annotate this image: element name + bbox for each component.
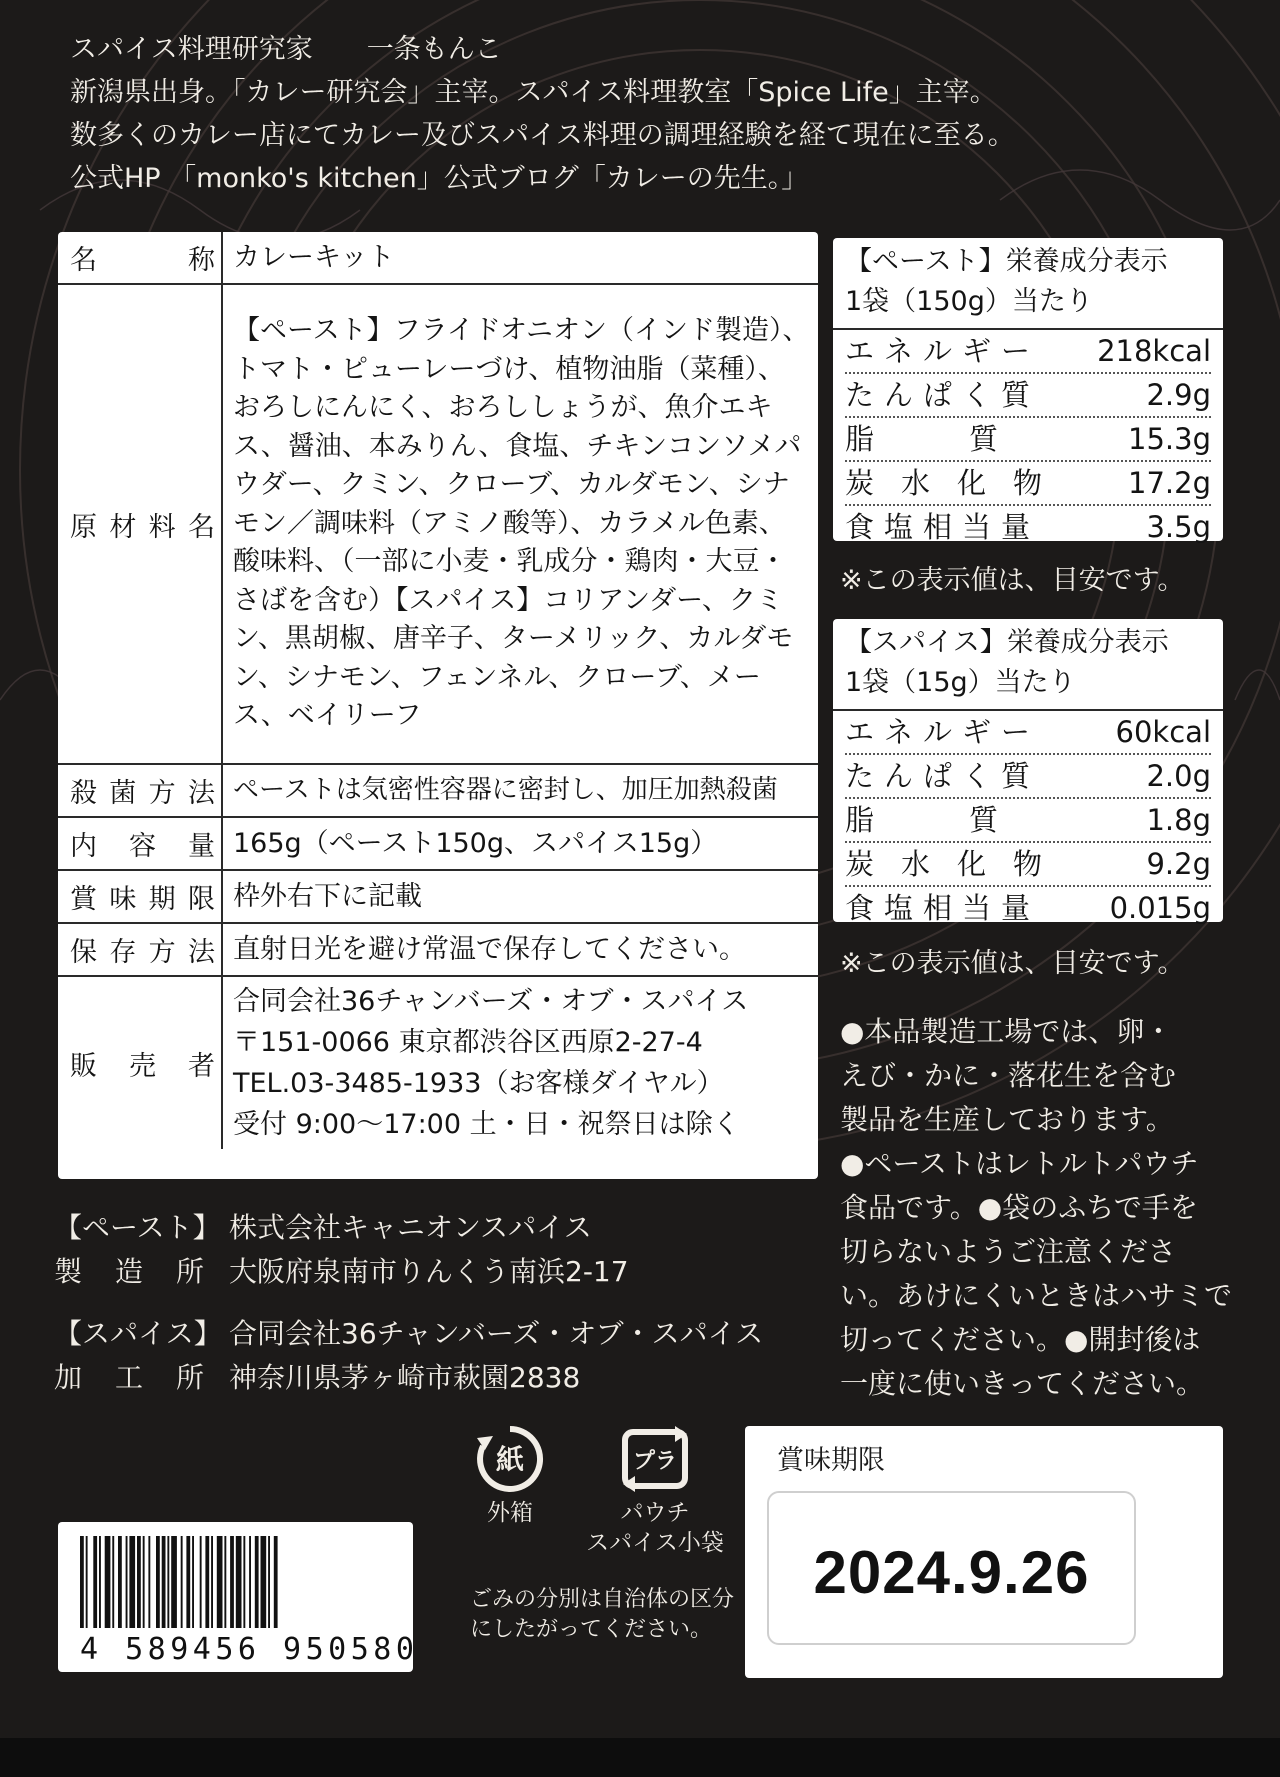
table-row <box>58 817 818 870</box>
barcode-bar <box>167 1536 169 1628</box>
table-row <box>58 870 818 923</box>
author-bio-line: 新潟県出身。「カレー研究会」主宰。スパイス料理教室「Spice Life」主宰。 <box>70 77 997 108</box>
nutrition-row <box>845 711 1211 755</box>
seller-line: TEL.03-3485-1933（お客様ダイヤル） <box>233 1068 724 1099</box>
manufacturer-name: 株式会社キャニオンスパイス <box>229 1211 592 1244</box>
caution-line: 切らないようご注意くださ <box>840 1235 1177 1268</box>
barcode-bar <box>217 1536 223 1628</box>
row-label: 保存方法 <box>58 923 222 976</box>
barcode-bar <box>268 1536 270 1628</box>
row-label: 販売者 <box>58 976 222 1149</box>
table-row <box>58 284 818 764</box>
nutrient-value: 60kcal <box>1115 715 1211 749</box>
nutrient-name: 脂質 <box>845 422 1094 456</box>
barcode-bar <box>236 1536 242 1628</box>
barcode-bar <box>200 1536 202 1628</box>
paper-mark-label: 外箱 <box>487 1500 533 1526</box>
nutrition-header <box>833 619 1223 711</box>
nutrition-row <box>845 506 1211 548</box>
barcode-bar <box>249 1536 251 1628</box>
barcode-bar <box>143 1536 145 1628</box>
nutrition-row <box>845 799 1211 843</box>
caution-line: ●本品製造工場では、卵・ <box>840 1015 1173 1048</box>
caution-line: 食品です。●袋のふちで手を <box>840 1191 1198 1224</box>
barcode-bar <box>162 1536 166 1628</box>
nutrient-value: 9.2g <box>1146 847 1211 881</box>
barcode-bar <box>80 1536 84 1628</box>
nutrition-title: 【ペースト】栄養成分表示 <box>845 246 1168 277</box>
row-label: 内容量 <box>58 817 222 870</box>
caution-notes <box>840 1010 1233 1406</box>
barcode-bar <box>230 1536 234 1628</box>
product-name: カレーキット <box>222 232 818 284</box>
nutrient-name: エネルギー <box>845 334 1041 368</box>
package-bottom-edge <box>0 1738 1280 1777</box>
seller-line: 〒151-0066 東京都渋谷区西原2-27-4 <box>233 1027 703 1058</box>
paper-mark-text: 紙 <box>495 1443 525 1476</box>
plastic-recycle-icon <box>615 1424 695 1494</box>
nutrition-row <box>845 462 1211 506</box>
author-intro <box>70 28 1230 200</box>
nutrient-value: 218kcal <box>1097 334 1211 368</box>
barcode-bar <box>86 1536 88 1628</box>
expiry-label: 賞味期限 <box>777 1445 885 1476</box>
barcode-bar <box>156 1536 160 1628</box>
barcode-bar <box>255 1536 259 1628</box>
paper-recycling-mark <box>470 1424 550 1528</box>
nutrition-paste-panel <box>833 238 1223 544</box>
nutrient-name: 炭水化物 <box>845 466 1070 500</box>
content-amount: 165g（ペースト150g、スパイス15g） <box>222 817 818 870</box>
paper-recycle-icon <box>475 1424 545 1494</box>
barcode-bar <box>181 1536 183 1628</box>
nutrient-value: 17.2g <box>1128 466 1211 500</box>
plastic-mark-label: パウチ <box>620 1500 690 1526</box>
barcode-bar <box>112 1536 114 1628</box>
manufacturer-label: 製造所 <box>54 1255 204 1288</box>
barcode-bar <box>205 1536 209 1628</box>
nutrition-spice-panel <box>833 619 1223 925</box>
seller-info <box>222 976 818 1149</box>
table-row <box>58 976 818 1149</box>
plastic-mark-label: スパイス小袋 <box>586 1530 724 1556</box>
caution-line: えび・かに・落花生を含む <box>840 1059 1177 1092</box>
nutrition-header <box>833 238 1223 330</box>
table-row <box>58 764 818 817</box>
barcode-bar <box>186 1536 190 1628</box>
barcode-bars <box>58 1522 413 1632</box>
manufacturer-label: 【ペースト】 <box>54 1211 221 1244</box>
manufacturer-label: 【スパイス】 <box>54 1317 222 1350</box>
storage-text: 直射日光を避け常温で保存してください。 <box>222 923 818 976</box>
product-info-table <box>58 232 818 1179</box>
nutrition-row <box>845 374 1211 418</box>
barcode-bar <box>129 1536 135 1628</box>
nutrient-value: 0.015g <box>1109 891 1211 925</box>
nutrition-row <box>845 843 1211 887</box>
caution-line: 一度に使いきってください。 <box>840 1367 1205 1400</box>
barcode-bar <box>126 1536 128 1628</box>
row-label: 原材料名 <box>58 284 222 764</box>
barcode-bar <box>105 1536 111 1628</box>
expiry-panel <box>745 1426 1223 1678</box>
barcode-bar <box>274 1536 278 1628</box>
row-label: 名称 <box>58 232 222 284</box>
nutrient-name: たんぱく質 <box>845 378 1041 412</box>
seller-line: 受付 9:00～17:00 土・日・祝祭日は除く <box>233 1109 740 1140</box>
nutrient-name: エネルギー <box>845 715 1041 749</box>
nutrition-per: 1袋（150g）当たり <box>845 286 1093 317</box>
caution-line: ●ペーストはレトルトパウチ <box>840 1147 1199 1180</box>
barcode-bar <box>137 1536 141 1628</box>
nutrition-row <box>845 418 1211 462</box>
ingredients-text: 【ペースト】フライドオニオン（インド製造）、トマト・ピューレーづけ、植物油脂（菜種）、おろしにんにく、おろししょうが、魚介エキス、醤油、本みりん、食塩、チキンコンソメパウダー、クミン、クローブ、カルダモン、シナモン／調味料（アミノ酸等）、カラメル色素、酸味料、（一部に小麦・乳成分・鶏肉・大豆・さばを含む）【スパイス】コリアンダー、クミン、黒胡椒、唐辛子、ターメリック、カルダモン、シナモン、フェンネル、クローブ、メース、ベイリーフ <box>222 284 818 764</box>
plastic-recycling-mark <box>575 1424 735 1558</box>
caution-line: 製品を生産しております。 <box>840 1103 1174 1136</box>
nutrient-value: 1.8g <box>1146 803 1211 837</box>
nutrition-row <box>845 887 1211 929</box>
plastic-mark-text: プラ <box>632 1449 678 1474</box>
nutrition-title: 【スパイス】栄養成分表示 <box>845 627 1169 658</box>
barcode-bar <box>93 1536 97 1628</box>
best-before-text: 枠外右下に記載 <box>222 870 818 923</box>
row-label: 賞味期限 <box>58 870 222 923</box>
barcode-bar <box>171 1536 177 1628</box>
waste-separation-note: ごみの分別は自治体の区分にしたがってください。 <box>470 1587 735 1642</box>
author-title: スパイス料理研究家 一条もんこ <box>70 34 502 65</box>
author-bio-line: 数多くのカレー店にてカレー及びスパイス料理の調理経験を経て現在に至る。 <box>70 120 1015 151</box>
manufacturer-name: 合同会社36チャンバーズ・オブ・スパイス <box>229 1317 764 1350</box>
nutrition-paste-note: ※この表示値は、目安です。 <box>840 565 1185 596</box>
nutrient-value: 3.5g <box>1146 510 1211 544</box>
nutrient-value: 2.9g <box>1146 378 1211 412</box>
sterilization-text: ペーストは気密性容器に密封し、加圧加熱殺菌 <box>222 764 818 817</box>
nutrition-row <box>845 755 1211 799</box>
caution-line: 切ってください。●開封後は <box>840 1323 1201 1356</box>
nutrition-spice-note: ※この表示値は、目安です。 <box>840 948 1185 979</box>
nutrient-value: 2.0g <box>1146 759 1211 793</box>
barcode-bar <box>99 1536 101 1628</box>
manufacturer-address: 神奈川県茅ヶ崎市萩園2838 <box>229 1361 581 1394</box>
barcode-bar <box>192 1536 194 1628</box>
seller-line: 合同会社36チャンバーズ・オブ・スパイス <box>233 986 749 1017</box>
barcode-bar <box>224 1536 226 1628</box>
expiry-date: 2024.9.26 <box>813 1539 1090 1606</box>
nutrient-value: 15.3g <box>1128 422 1211 456</box>
barcode-bar <box>211 1536 213 1628</box>
nutrition-per: 1袋（15g）当たり <box>845 667 1076 698</box>
barcode-bar <box>261 1536 267 1628</box>
table-row <box>58 232 818 284</box>
barcode-digits: 4 589456 950580 <box>80 1632 419 1667</box>
nutrient-name: 炭水化物 <box>845 847 1070 881</box>
barcode-bar <box>148 1536 150 1628</box>
nutrient-name: 食塩相当量 <box>845 891 1041 925</box>
manufacturer-label: 加工所 <box>54 1361 204 1394</box>
barcode <box>58 1522 419 1672</box>
nutrient-name: たんぱく質 <box>845 759 1041 793</box>
barcode-bar <box>243 1536 245 1628</box>
nutrient-name: 脂質 <box>845 803 1094 837</box>
caution-line: い。あけにくいときはハサミで <box>840 1279 1233 1312</box>
expiry-date-box <box>767 1491 1136 1645</box>
nutrient-name: 食塩相当量 <box>845 510 1041 544</box>
barcode-bar <box>118 1536 122 1628</box>
row-label: 殺菌方法 <box>58 764 222 817</box>
manufacturer-address: 大阪府泉南市りんくう南浜2-17 <box>229 1255 629 1288</box>
table-row <box>58 923 818 976</box>
author-bio-line: 公式HP 「monko's kitchen」公式ブログ「カレーの先生。」 <box>70 163 809 194</box>
nutrition-row <box>845 330 1211 374</box>
